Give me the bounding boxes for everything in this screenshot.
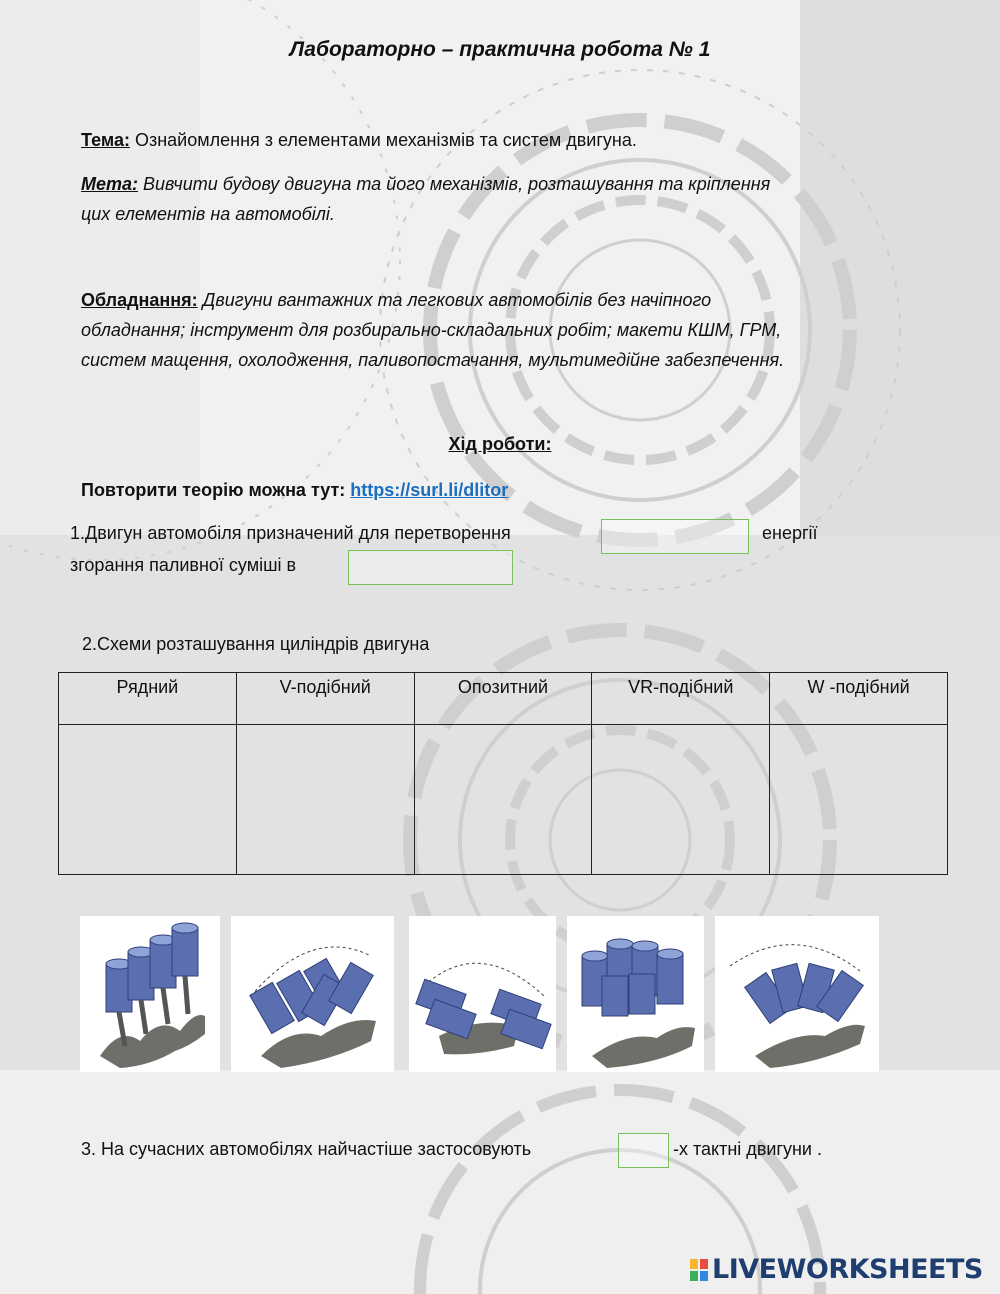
liveworksheets-logo bbox=[690, 1254, 983, 1285]
q3-answer-field[interactable] bbox=[618, 1133, 669, 1168]
w-engine-image[interactable] bbox=[715, 916, 879, 1072]
equipment-label: Обладнання: bbox=[81, 290, 198, 310]
cylinder-layout-table bbox=[58, 672, 948, 875]
q1-text-part1: 1.Двигун автомобіля призначений для перетворення bbox=[70, 523, 511, 543]
column-boxer: Опозитний bbox=[414, 673, 592, 725]
equipment-text-line3: систем мащення, охолодження, паливопостачання, мультимедійне забезпечення. bbox=[81, 350, 785, 370]
page-title: Лабораторно – практична робота № 1 bbox=[289, 38, 711, 61]
vr-engine-image[interactable] bbox=[567, 916, 704, 1072]
q1-answer-field-1[interactable] bbox=[601, 519, 749, 554]
topic-label: Тема: bbox=[81, 130, 130, 150]
drop-cell-inline[interactable] bbox=[59, 725, 237, 875]
topic-text: Ознайомлення з елементами механізмів та систем двигуна. bbox=[129, 130, 637, 150]
column-w: W -подібний bbox=[770, 673, 948, 725]
topic-line bbox=[81, 125, 637, 155]
column-v: V-подібний bbox=[236, 673, 414, 725]
q3-text-part2: -х тактні двигуни . bbox=[673, 1139, 822, 1159]
equipment-block bbox=[81, 285, 784, 375]
goal-label: Мета: bbox=[81, 174, 139, 194]
q1-answer-field-2[interactable] bbox=[348, 550, 513, 585]
column-inline: Рядний bbox=[59, 673, 237, 725]
theory-link[interactable]: https://surl.li/dlitor bbox=[350, 480, 509, 500]
table-drop-row bbox=[59, 725, 948, 875]
column-vr: VR-подібний bbox=[592, 673, 770, 725]
q3-text-part1: 3. На сучасних автомобілях найчастіше застосовують bbox=[81, 1139, 532, 1159]
drop-cell-boxer[interactable] bbox=[414, 725, 592, 875]
goal-block bbox=[81, 169, 770, 229]
drop-cell-w[interactable] bbox=[770, 725, 948, 875]
theory-label: Повторити теорію можна тут: bbox=[81, 480, 346, 500]
equipment-text-line2: обладнання; інструмент для розбирально-складальних робіт; макети КШМ, ГРМ, bbox=[81, 320, 782, 340]
liveworksheets-logo-icon bbox=[690, 1259, 708, 1281]
boxer-engine-image[interactable] bbox=[409, 916, 556, 1072]
v-engine-image[interactable] bbox=[231, 916, 394, 1072]
table-header-row bbox=[59, 673, 948, 725]
drop-cell-vr[interactable] bbox=[592, 725, 770, 875]
inline-engine-image[interactable] bbox=[80, 916, 220, 1072]
goal-text-line2: цих елементів на автомобілі. bbox=[81, 204, 335, 224]
q1-text-part2: енергії bbox=[762, 523, 818, 543]
q1-text-part3: згорання паливної суміші в bbox=[70, 555, 297, 575]
q2-text: 2.Схеми розташування циліндрів двигуна bbox=[82, 634, 430, 654]
drop-cell-v[interactable] bbox=[236, 725, 414, 875]
liveworksheets-logo-text: LIVEWORKSHEETS bbox=[712, 1254, 983, 1285]
equipment-text-line1: Двигуни вантажних та легкових автомобілів без начіпного bbox=[197, 290, 712, 310]
procedure-heading: Хід роботи: bbox=[448, 434, 552, 454]
theory-line bbox=[81, 475, 508, 505]
goal-text-line1: Вивчити будову двигуна та його механізмів, розташування та кріплення bbox=[138, 174, 771, 194]
